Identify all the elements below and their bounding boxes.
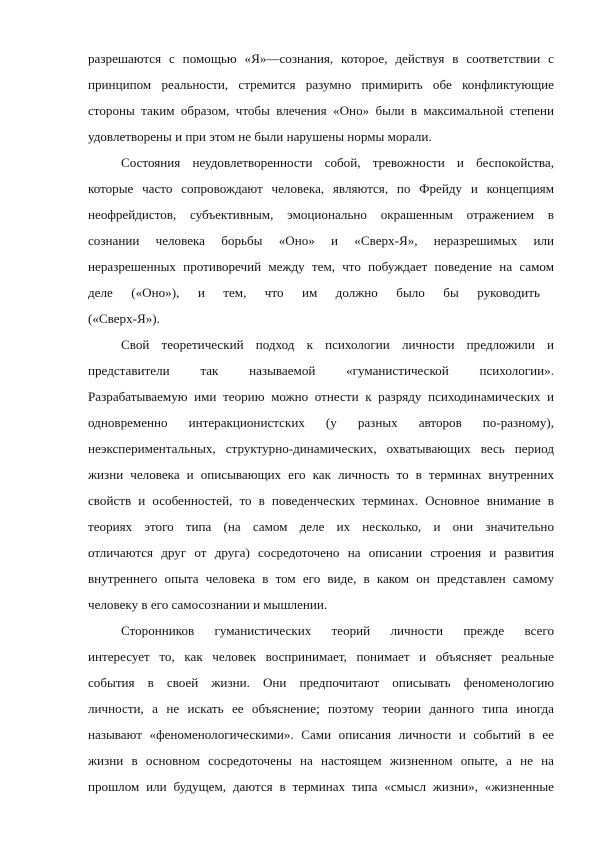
- text-line: неразрешенных противоречий между тем, что побуждает поведение на самом: [88, 259, 554, 274]
- text-line: принципом реальности, стремится разумно примирить обе конфликтующие: [88, 77, 554, 92]
- text-line: деле («Оно»), и тем, что им должно было бы руководить: [88, 285, 540, 300]
- text-line: прошлом или будущем, даются в терминах типа «смысл жизни», «жизненные: [88, 779, 554, 794]
- text-line: («Сверх-Я»).: [88, 311, 160, 326]
- text-line: сознании человека борьбы «Оно» и «Сверх-Я», неразрешимых или: [88, 233, 554, 248]
- text-line: личности, а не искать ее объяснение; поэтому теории данного типа иногда: [88, 701, 554, 716]
- text-line: называют «феноменологическими». Сами описания личности и событий в ее: [88, 727, 554, 742]
- text-line: стороны таким образом, чтобы влечения «Оно» были в максимальной степени: [88, 103, 554, 118]
- text-line: одновременно интеракционистских (у разных авторов по-разному),: [88, 415, 554, 430]
- text-line: которые часто сопровождают человека, являются, по Фрейду и концепциям: [88, 181, 554, 196]
- text-line: человеку в его самосознании и мышлении.: [88, 597, 328, 612]
- text-line: Состояния неудовлетворенности собой, тревожности и беспокойства,: [121, 155, 554, 170]
- text-line: неэкспериментальных, структурно-динамических, охватывающих весь период: [88, 441, 554, 456]
- text-line: жизни человека и описывающих его как личность то в терминах внутренних: [88, 467, 554, 482]
- text-line: неофрейдистов, субъективным, эмоционально окрашенным отражением в: [88, 207, 554, 222]
- text-line: теориях этого типа (на самом деле их несколько, и они значительно: [88, 519, 554, 534]
- text-line: свойств и особенностей, то в поведенческих терминах. Основное внимание в: [88, 493, 554, 508]
- text-line: удовлетворены и при этом не были нарушены нормы морали.: [88, 129, 432, 144]
- text-line: события в своей жизни. Они предпочитают описывать феноменологию: [88, 675, 554, 690]
- text-line: жизни в основном сосредоточены на настоящем жизненном опыте, а не на: [88, 753, 554, 768]
- text-line: Разрабатываемую ими теорию можно отнести к разряду психодинамических и: [88, 389, 554, 404]
- body-text: [88, 46, 554, 800]
- text-line: Свой теоретический подход к психологии личности предложили и: [121, 337, 554, 352]
- text-line: разрешаются с помощью «Я»—сознания, которое, действуя в соответствии с: [88, 51, 554, 66]
- text-line: интересует то, как человек воспринимает, понимает и объясняет реальные: [88, 649, 554, 664]
- text-line: Сторонников гуманистических теорий личности прежде всего: [121, 623, 554, 638]
- text-line: внутреннего опыта человека в том его виде, в каком он представлен самому: [88, 571, 554, 586]
- text-line: отличаются друг от друга) сосредоточено на описании строения и развития: [88, 545, 554, 560]
- text-line: представители так называемой «гуманистической психологии».: [88, 363, 554, 378]
